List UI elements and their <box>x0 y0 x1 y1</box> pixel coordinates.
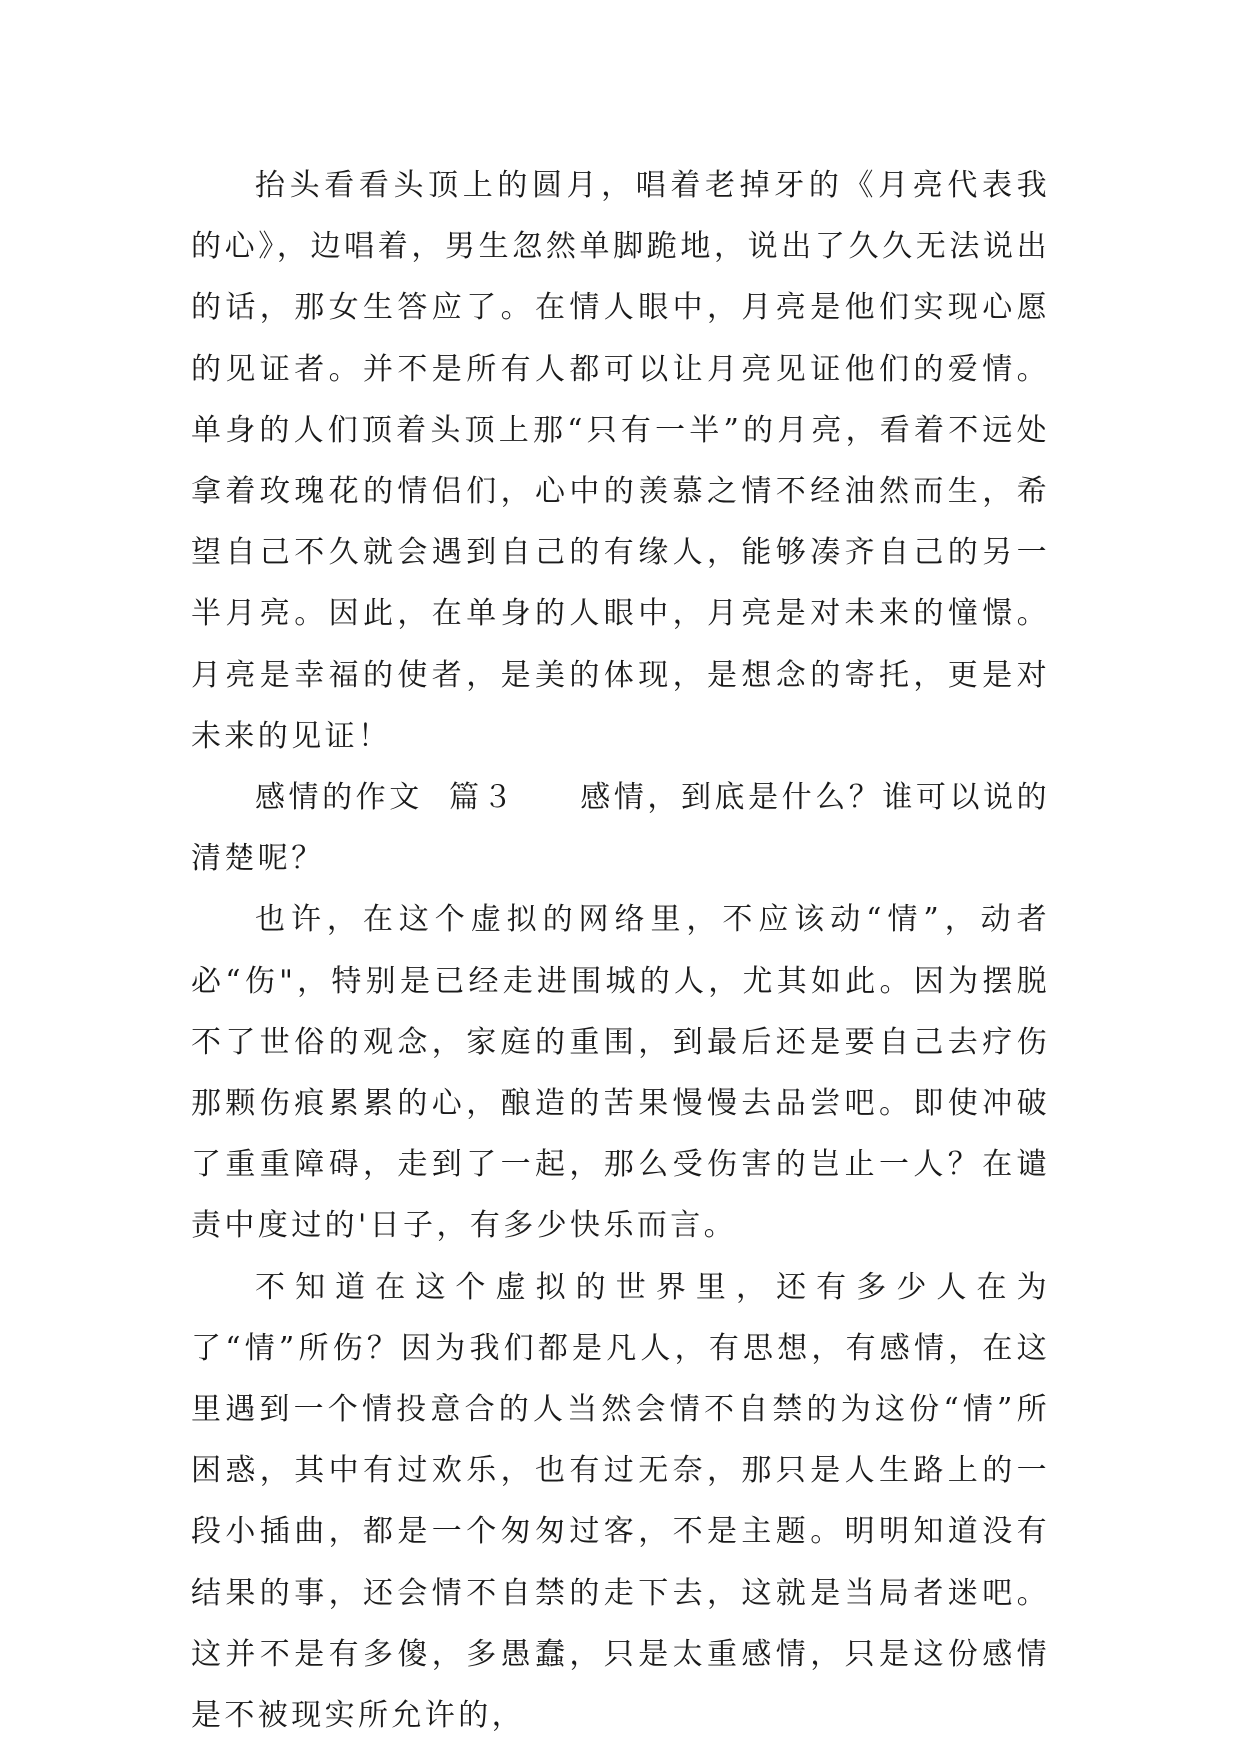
paragraph-moon: 抬头看看头顶上的圆月，唱着老掉牙的《月亮代表我的心》，边唱着，男生忽然单脚跪地，说出了久久无法说出的话，那女生答应了。在情人眼中，月亮是他们实现心愿的见证者。并不是所有人都可以让月亮见证他们的爱情。单身的人们顶着头顶上那“只有一半”的月亮，看着不远处拿着玫瑰花的情侣们，心中的羡慕之情不经油然而生，希望自己不久就会遇到自己的有缘人，能够凑齐自己的另一半月亮。因此，在单身的人眼中，月亮是对未来的憧憬。月亮是幸福的使者，是美的体现，是想念的寄托，更是对未来的见证！ <box>191 168 1050 754</box>
section-title: 感情的作文 <box>255 780 423 816</box>
section-label: 篇３ <box>449 780 517 816</box>
section-lead: 感情，到底是什么？谁可以说的清楚呢？ <box>191 780 1050 877</box>
section-heading <box>191 767 1050 889</box>
document-body <box>191 155 1050 1746</box>
paragraph-virtual-world: 不知道在这个虚拟的世界里，还有多少人在为了“情”所伤？因为我们都是凡人，有思想，有感情，在这里遇到一个情投意合的人当然会情不自禁的为这份“情”所困惑，其中有过欢乐，也有过无奈，那只是人生路上的一段小插曲，都是一个匆匆过客，不是主题。明明知道没有结果的事，还会情不自禁的走下去，这就是当局者迷吧。这并不是有多傻，多愚蠢，只是太重感情，只是这份感情是不被现实所允许的， <box>191 1269 1050 1734</box>
paragraph-virtual-network: 也许，在这个虚拟的网络里，不应该动“情”，动者必“伤"，特别是已经走进围城的人，尤其如此。因为摆脱不了世俗的观念，家庭的重围，到最后还是要自己去疗伤那颗伤痕累累的心，酿造的苦果慢慢去品尝吧。即使冲破了重重障碍，走到了一起，那么受伤害的岂止一人？在谴责中度过的'日子，有多少快乐而言。 <box>191 902 1050 1244</box>
